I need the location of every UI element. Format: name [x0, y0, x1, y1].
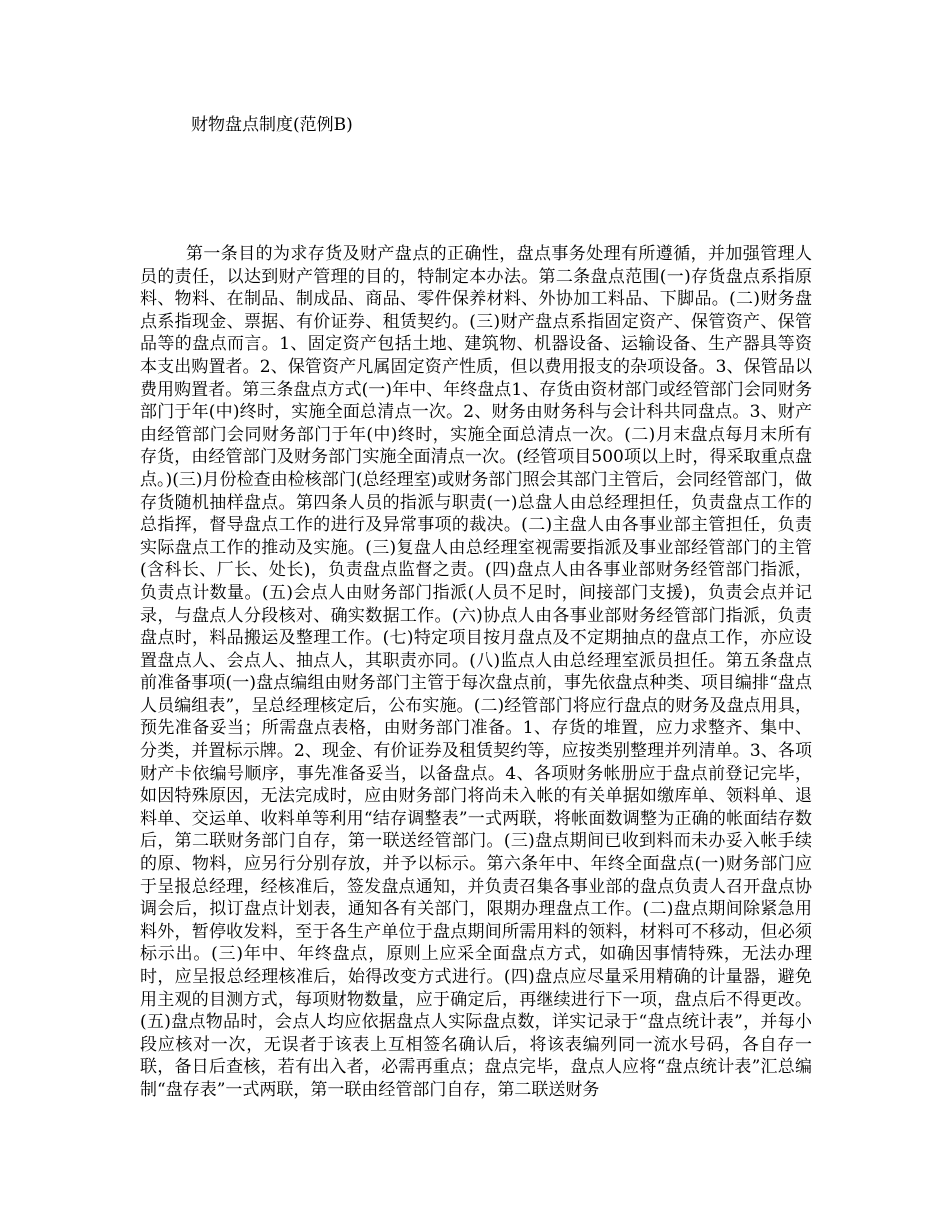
- document-title: 财物盘点制度(范例B): [191, 115, 353, 135]
- document-body: 第一条目的为求存货及财产盘点的正确性，盘点事务处理有所遵循，并加强管理人员的责任，以达到财产管理的目的，特制定本办法。第二条盘点范围(一)存货盘点系指原料、物料、在制品、制成品、商品、零件保养材料、外协加工料品、下脚品。(二)财务盘点系指现金、票据、有价证券、租赁契约。(三)财产盘点系指固定资产、保管资产、保管品等的盘点而言。1、固定资产包括土地、建筑物、机器设备、运输设备、生产器具等资本支出购置者。2、保管资产凡属固定资产性质，但以费用报支的杂项设备。3、保管品以费用购置者。第三条盘点方式(一)年中、年终盘点1、存货由资材部门或经管部门会同财务部门于年(中)终时，实施全面总清点一次。2、财务由财务科与会计科共同盘点。3、财产由经管部门会同财务部门于年(中)终时，实施全面总清点一次。(二)月末盘点每月末所有存货，由经管部门及财务部门实施全面清点一次。(经管项目500项以上时，得采取重点盘点。)(三)月份检查由检核部门(总经理室)或财务部门照会其部门主管后，会同经管部门，做存货随机抽样盘点。第四条人员的指派与职责(一)总盘人由总经理担任，负责盘点工作的总指挥，督导盘点工作的进行及异常事项的裁决。(二)主盘人由各事业部主管担任，负责实际盘点工作的推动及实施。(三)复盘人由总经理室视需要指派及事业部经管部门的主管(含科长、厂长、处长)，负责盘点监督之责。(四)盘点人由各事业部财务经管部门指派，负责点计数量。(五)会点人由财务部门指派(人员不足时，间接部门支援)，负责会点并记录，与盘点人分段核对、确实数据工作。(六)协点人由各事业部财务经管部门指派，负责盘点时，料品搬运及整理工作。(七)特定项目按月盘点及不定期抽点的盘点工作，亦应设置盘点人、会点人、抽点人，其职责亦同。(八)监点人由总经理室派员担任。第五条盘点前准备事项(一)盘点编组由财务部门主管于每次盘点前，事先依盘点种类、项目编排“盘点人员编组表”，呈总经理核定后，公布实施。(二)经管部门将应行盘点的财务及盘点用具，预先准备妥当；所需盘点表格，由财务部门准备。1、存货的堆置，应力求整齐、集中、分类，并置标示牌。2、现金、有价证券及租赁契约等，应按类别整理并列清单。3、各项财产卡依编号顺序，事先准备妥当，以备盘点。4、各项财务帐册应于盘点前登记完毕，如因特殊原因，无法完成时，应由财务部门将尚未入帐的有关单据如缴库单、领料单、退料单、交运单、收料单等利用“结存调整表”一式两联，将帐面数调整为正确的帐面结存数后，第二联财务部门自存，第一联送经管部门。(三)盘点期间已收到料而未办妥入帐手续的原、物料，应另行分别存放，并予以标示。第六条年中、年终全面盘点(一)财务部门应于呈报总经理，经核准后，签发盘点通知，并负责召集各事业部的盘点负责人召开盘点协调会后，拟订盘点计划表，通知各有关部门，限期办理盘点工作。(二)盘点期间除紧急用料外，暂停收发料，至于各生产单位于盘点期间所需用料的领料，材料可不移动，但必须标示出。(三)年中、年终盘点，原则上应采全面盘点方式，如确因事情特殊，无法办理时，应呈报总经理核准后，始得改变方式进行。(四)盘点应尽量采用精确的计量器，避免用主观的目测方式，每项财物数量，应于确定后，再继续进行下一项，盘点后不得更改。(五)盘点物品时，会点人均应依据盘点人实际盘点数，详实记录于“盘点统计表”，并每小段应核对一次，无误者于该表上互相签名确认后，将该表编列同一流水号码，各自存一联，备日后查核，若有出入者，必需再重点；盘点完毕，盘点人应将“盘点统计表”汇总编制“盘存表”一式两联，第一联由经管部门自存，第二联送财务: [140, 244, 812, 1100]
